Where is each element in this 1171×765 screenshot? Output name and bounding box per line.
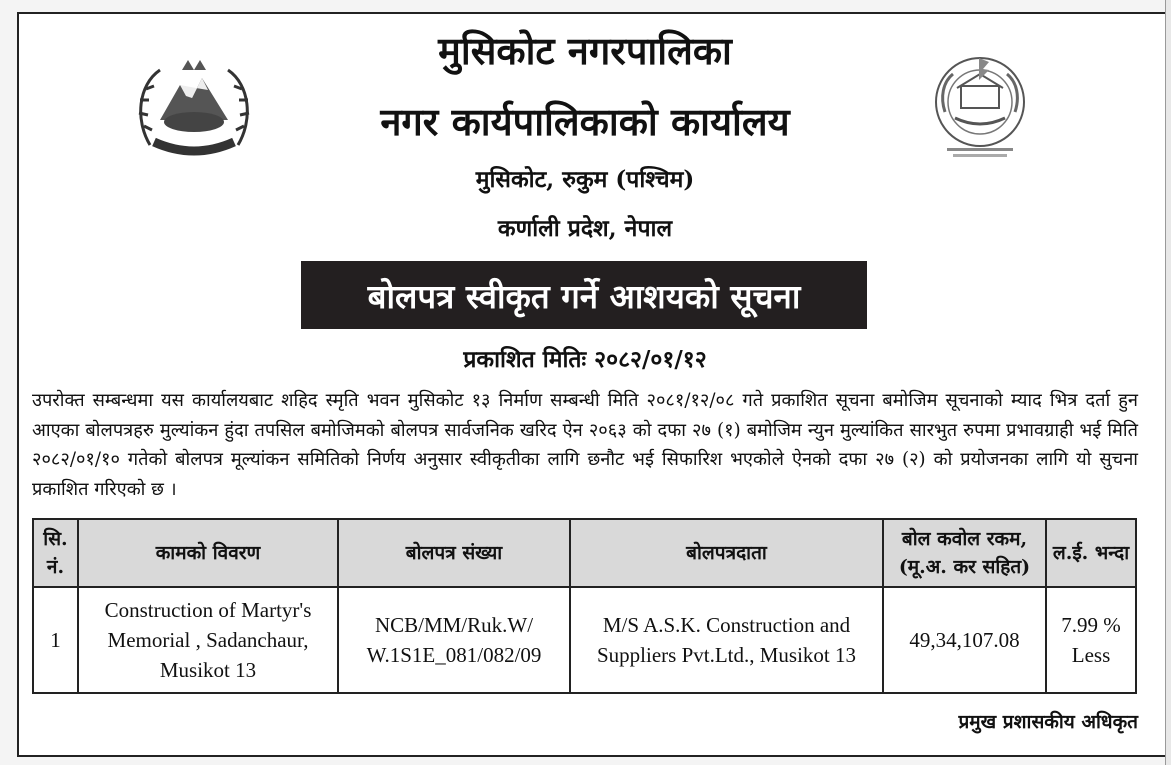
municipality-name: मुसिकोट नगरपालिका: [438, 28, 732, 73]
bid-award-table: [32, 518, 1137, 694]
col-header-bidder: बोलपत्रदाता: [570, 519, 883, 587]
col-header-serial: सि. नं.: [33, 519, 78, 587]
col-header-vs-estimate: ल.ई. भन्दा: [1046, 519, 1136, 587]
table-row: [33, 587, 1136, 693]
notice-title-banner: [301, 261, 867, 329]
cell-bidder: M/S A.S.K. Construction and Suppliers Pvt.Ltd., Musikot 13: [570, 587, 883, 693]
signatory-title: प्रमुख प्रशासकीय अधिकृत: [958, 711, 1138, 733]
page-edge: [1165, 0, 1171, 765]
province-line: कर्णाली प्रदेश, नेपाल: [497, 215, 673, 242]
cell-work-description: Construction of Martyr's Memorial , Sadanchaur, Musikot 13: [78, 587, 338, 693]
col-header-bid-amount: बोल कवोल रकम, (मू.अ. कर सहित): [883, 519, 1046, 587]
table-header-row: [33, 519, 1136, 587]
office-name: नगर कार्यपालिकाको कार्यालय: [380, 99, 790, 144]
notice-body: उपरोक्त सम्बन्धमा यस कार्यालयबाट शहिद स्मृति भवन मुसिकोट १३ निर्माण सम्बन्धी मिति २०८१/१२/०८ गते प्रकाशित सूचना बमोजिम सूचनाको म्याद भित्र दर्ता हुन आएका बोलपत्रहरु मुल्यांकन हुंदा तपसिल बमोजिमको बोलपत्र सार्वजनिक खरिद ऐन २०६३ को दफा २७ (१) बमोजिम न्युन मुल्यांकित सारभुत रुपमा प्रभावग्राही भई मिति २०८२/०१/१० गतेको बोलपत्र मूल्यांकन समितिको निर्णय अनुसार स्वीकृतीका लागि छनौट भई सिफारिश भएकोले ऐनको दफा २७ (२) को प्रयोजनका लागि यो सुचना प्रकाशित गरिएको छ ।: [32, 390, 1138, 500]
col-header-bid-number: बोलपत्र संख्या: [338, 519, 570, 587]
cell-bid-number: NCB/MM/Ruk.W/ W.1S1E_081/082/09: [338, 587, 570, 693]
published-date: प्रकाशित मितिः २०८२/०१/१२: [463, 346, 707, 373]
cell-bid-amount: 49,34,107.08: [883, 587, 1046, 693]
notice-title: बोलपत्र स्वीकृत गर्ने आशयको सूचना: [367, 276, 801, 316]
cell-serial: 1: [33, 587, 78, 693]
office-address: मुसिकोट, रुकुम (पश्चिम): [475, 166, 695, 193]
musikot-municipality-seal-icon: [925, 52, 1035, 160]
nepal-government-emblem-icon: [130, 50, 258, 160]
col-header-work-description: कामको विवरण: [78, 519, 338, 587]
cell-vs-estimate: 7.99 % Less: [1046, 587, 1136, 693]
